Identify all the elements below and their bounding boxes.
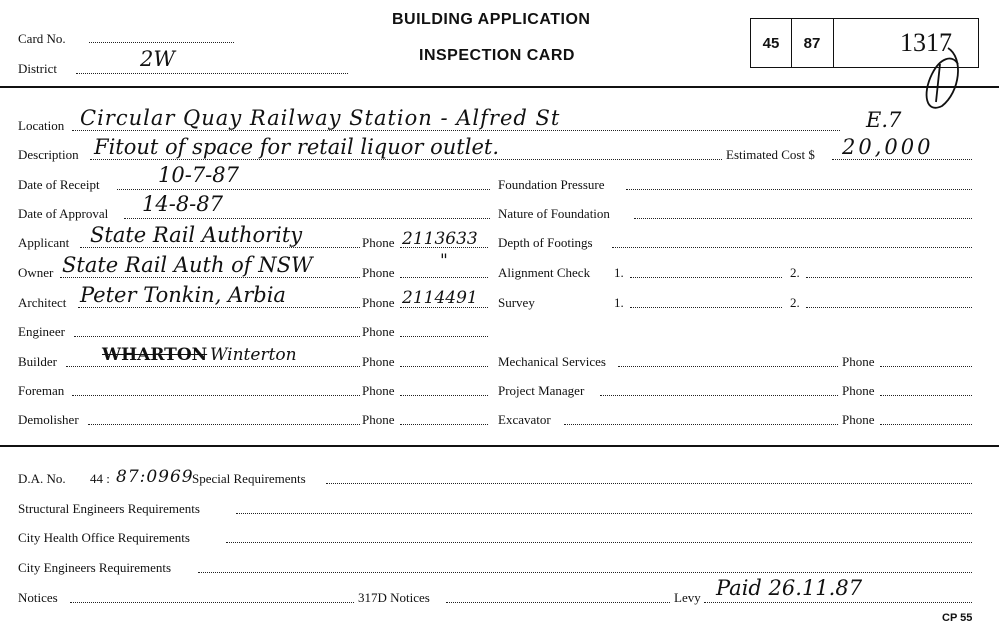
health-label: City Health Office Requirements [18,530,190,545]
title-line-2: INSPECTION CARD [419,47,575,64]
engineer-label: Engineer [18,324,65,339]
excavator-field[interactable] [564,424,838,425]
foreman-field[interactable] [72,395,360,396]
applicant-label: Applicant [18,235,70,250]
description-label: Description [18,147,79,162]
alignment-check-label: Alignment Check [498,265,591,280]
survey-one-label: 1. [614,295,624,310]
date-receipt-field[interactable] [117,189,490,190]
owner-phone-value: " [440,251,448,271]
foreman-phone-label: Phone [362,383,395,398]
notices-317d-label: 317D Notices [358,590,430,605]
architect-phone-label: Phone [362,295,395,310]
city-engineers-label: City Engineers Requirements [18,560,172,575]
location-code: E.7 [866,108,902,132]
alignment-one-field[interactable] [630,277,782,278]
nature-foundation-label: Nature of Foundation [498,206,610,221]
survey-one-field[interactable] [630,307,782,308]
date-approval-field[interactable] [124,218,490,219]
mechanical-services-field[interactable] [618,366,838,367]
project-manager-field[interactable] [600,395,838,396]
builder-label: Builder [18,354,57,369]
owner-label: Owner [18,265,54,280]
foreman-phone-field[interactable] [400,395,488,396]
structural-field[interactable] [236,513,972,514]
demolisher-phone-field[interactable] [400,424,488,425]
applicant-phone-label: Phone [362,235,395,250]
middle-rule [0,445,999,447]
location-field[interactable] [72,130,840,131]
applicant-value: State Rail Authority [90,223,303,247]
project-manager-label: Project Manager [498,383,585,398]
project-manager-phone-field[interactable] [880,395,972,396]
da-prefix: 44 : [90,471,110,486]
survey-two-label: 2. [790,295,800,310]
levy-field[interactable] [704,602,972,603]
card-no-label: Card No. [18,31,66,46]
architect-phone-value: 2114491 [402,288,478,308]
alignment-two-field[interactable] [806,277,972,278]
survey-label: Survey [498,295,535,310]
architect-label: Architect [18,295,67,310]
applicant-field[interactable] [80,247,360,248]
builder-struck-value: WHARTON [102,345,208,365]
notices-317d-field[interactable] [446,602,670,603]
box-cell-1: 45 [762,34,780,52]
scribble-mark [918,44,968,116]
owner-field[interactable] [60,277,360,278]
depth-footings-field[interactable] [612,247,972,248]
excavator-label: Excavator [498,412,551,427]
date-approval-value: 14-8-87 [142,192,223,216]
excavator-phone-field[interactable] [880,424,972,425]
foundation-pressure-label: Foundation Pressure [498,177,605,192]
engineer-field[interactable] [74,336,360,337]
card-no-field[interactable] [89,42,234,43]
mechanical-services-label: Mechanical Services [498,354,606,369]
depth-footings-label: Depth of Footings [498,235,593,250]
date-receipt-label: Date of Receipt [18,177,100,192]
estimated-cost-value: 20,000 [842,135,934,159]
builder-value: Winterton [210,345,297,365]
top-rule [0,86,999,88]
description-field[interactable] [90,159,722,160]
location-value: Circular Quay Railway Station - Alfred St [80,106,561,130]
demolisher-label: Demolisher [18,412,79,427]
date-receipt-value: 10-7-87 [158,163,239,187]
district-label: District [18,61,57,76]
builder-phone-field[interactable] [400,366,488,367]
location-label: Location [18,118,65,133]
title-line-1: BUILDING APPLICATION [392,11,591,28]
levy-label: Levy [674,590,701,605]
estimated-cost-label: Estimated Cost $ [726,147,815,162]
project-manager-phone-label: Phone [842,383,875,398]
special-requirements-label: Special Requirements [192,471,306,486]
builder-field[interactable] [66,366,360,367]
builder-phone-label: Phone [362,354,395,369]
owner-phone-label: Phone [362,265,395,280]
box-cell-2: 87 [803,34,821,52]
foundation-pressure-field[interactable] [626,189,972,190]
notices-label: Notices [18,590,58,605]
excavator-phone-label: Phone [842,412,875,427]
special-requirements-field[interactable] [326,483,972,484]
date-approval-label: Date of Approval [18,206,109,221]
architect-value: Peter Tonkin, Arbia [80,283,286,307]
survey-two-field[interactable] [806,307,972,308]
district-value: 2W [140,47,175,71]
alignment-two-label: 2. [790,265,800,280]
district-field[interactable] [76,73,348,74]
engineer-phone-field[interactable] [400,336,488,337]
architect-field[interactable] [78,307,360,308]
health-field[interactable] [226,542,972,543]
owner-value: State Rail Auth of NSW [62,253,313,277]
demolisher-phone-label: Phone [362,412,395,427]
engineer-phone-label: Phone [362,324,395,339]
levy-value: Paid 26.11.87 [716,576,863,600]
notices-field[interactable] [70,602,354,603]
da-value: 87:0969 [116,467,194,487]
mechanical-phone-field[interactable] [880,366,972,367]
form-code: CP 55 [942,612,973,624]
applicant-phone-value: 2113633 [402,229,478,249]
nature-foundation-field[interactable] [634,218,972,219]
city-engineers-field[interactable] [198,572,972,573]
alignment-one-label: 1. [614,265,624,280]
estimated-cost-field[interactable] [832,159,972,160]
structural-label: Structural Engineers Requirements [18,501,200,516]
owner-phone-field[interactable] [400,277,488,278]
demolisher-field[interactable] [88,424,360,425]
foreman-label: Foreman [18,383,65,398]
da-label: D.A. No. [18,471,66,486]
mechanical-phone-label: Phone [842,354,875,369]
description-value: Fitout of space for retail liquor outlet. [94,135,499,159]
card-number: 1317 [900,28,952,57]
